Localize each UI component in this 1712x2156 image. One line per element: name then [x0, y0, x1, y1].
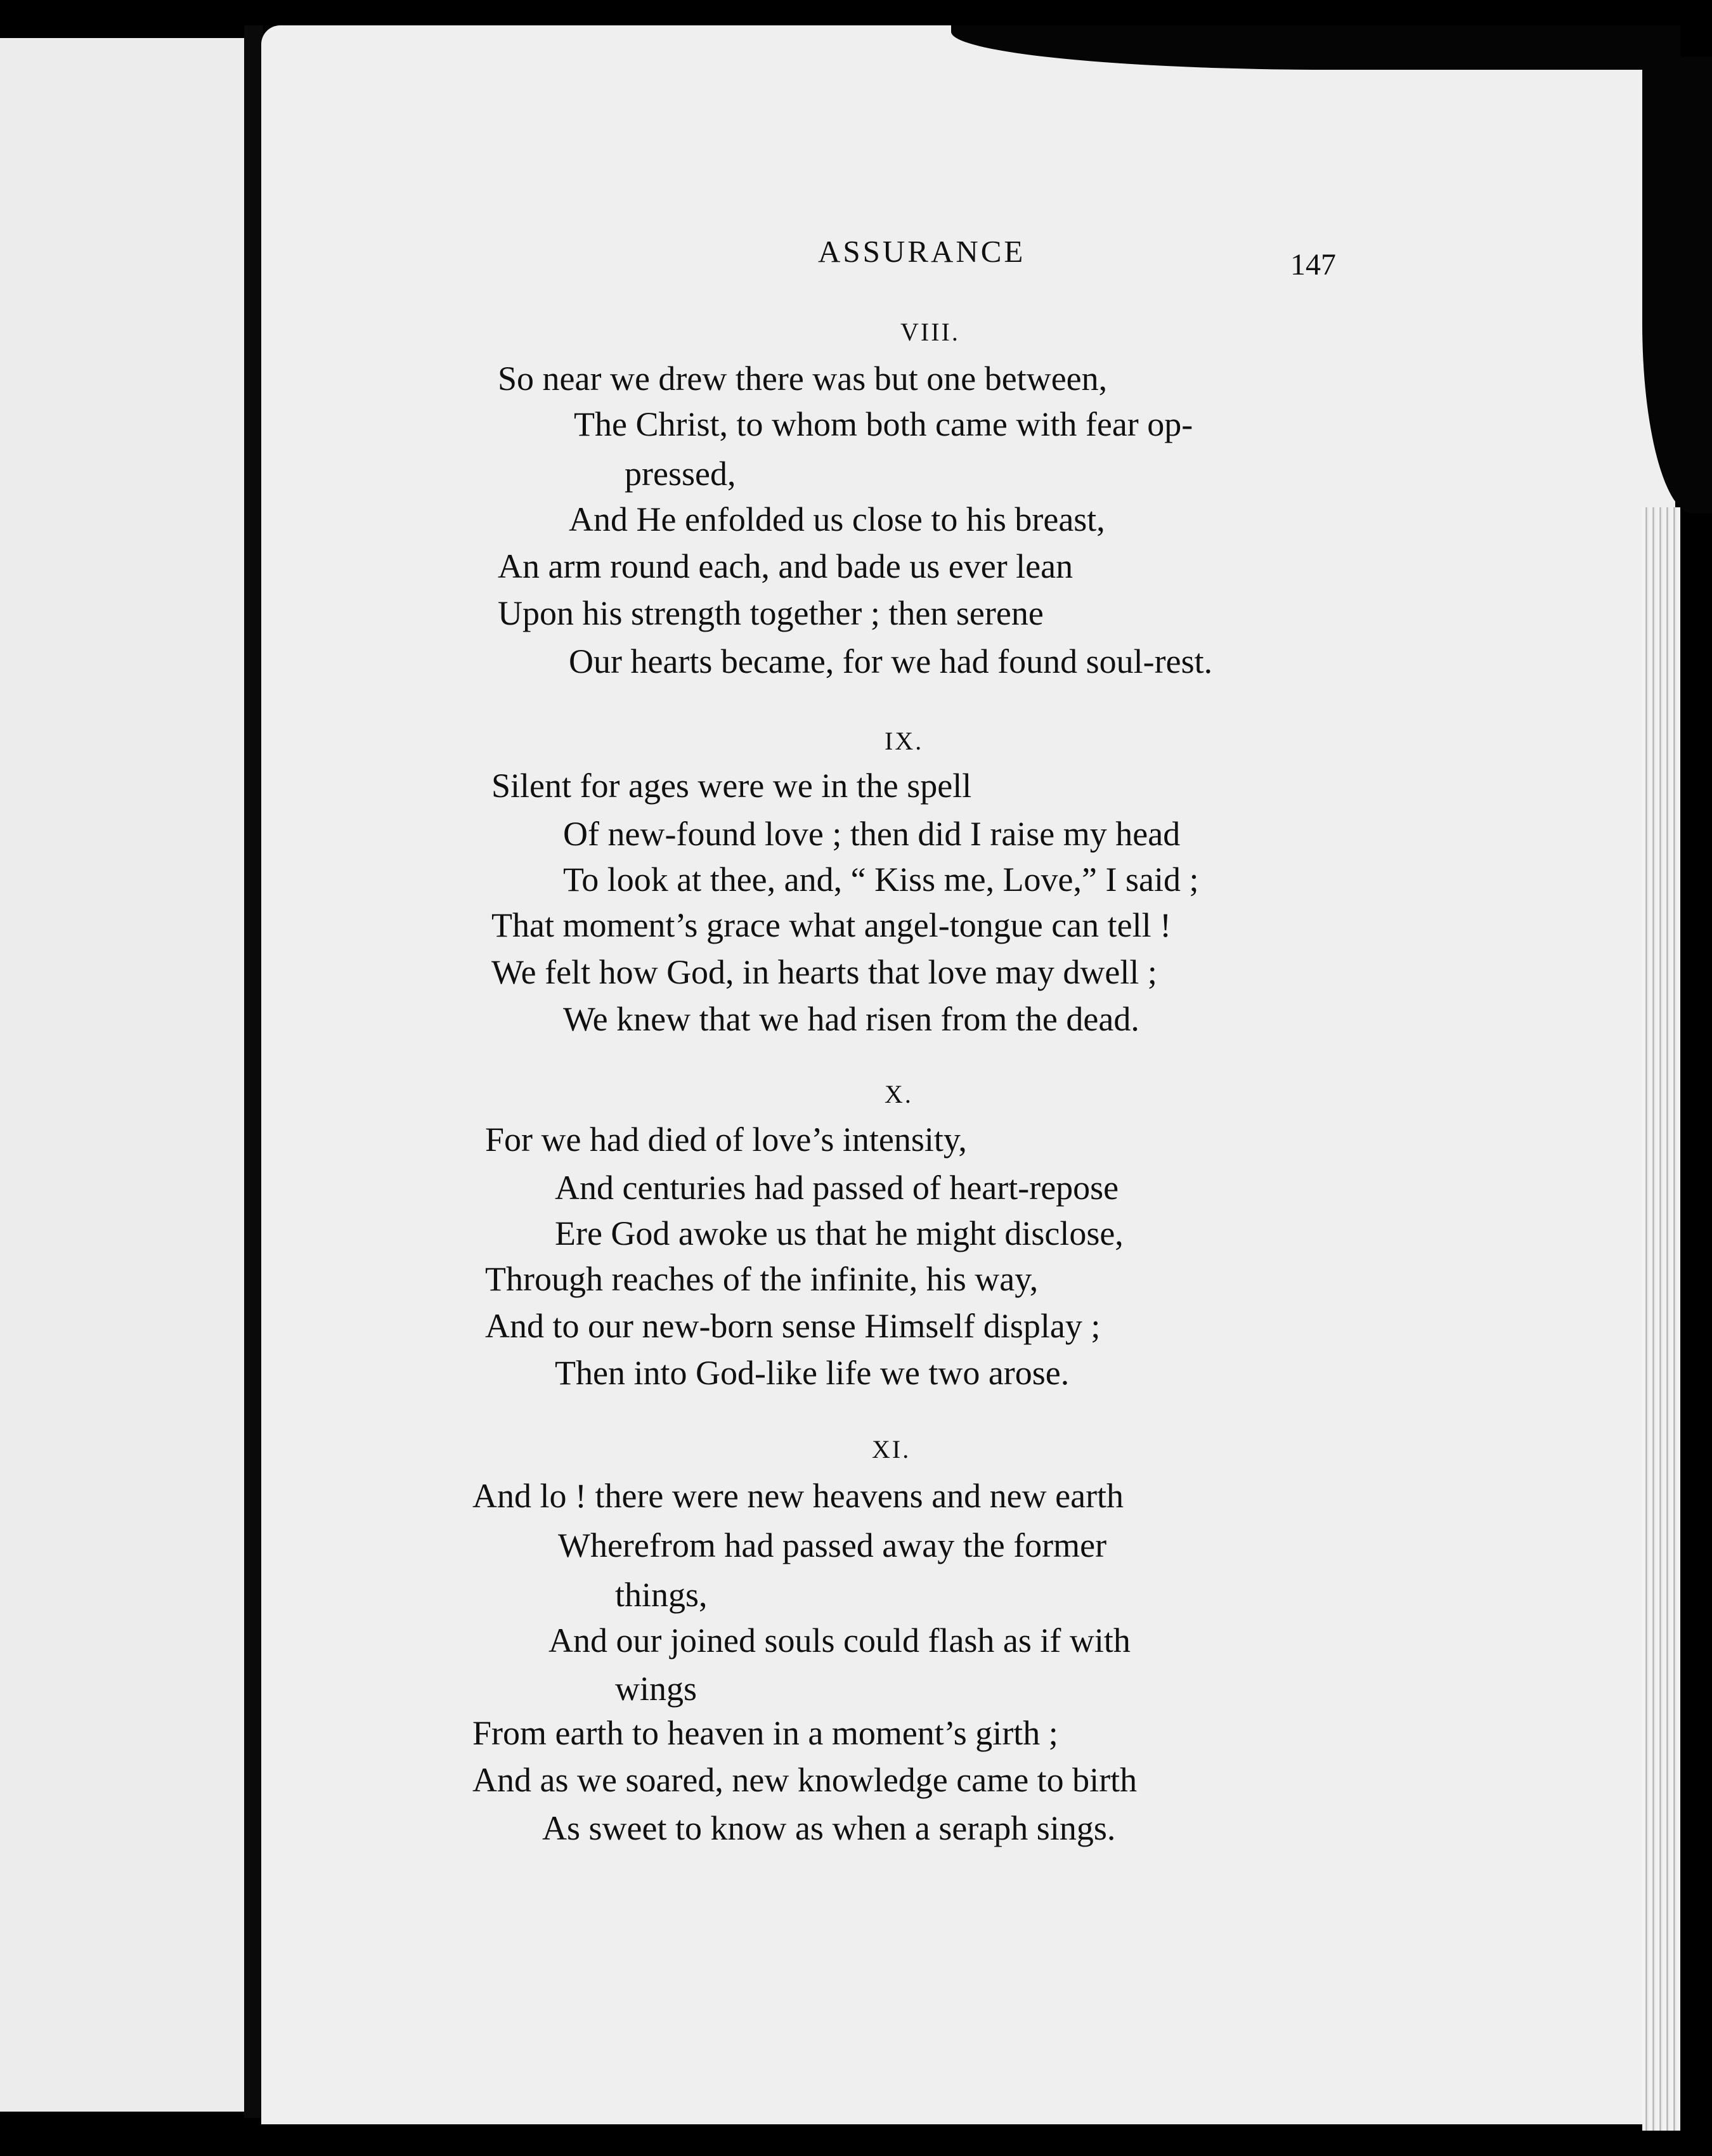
poem-line: For we had died of love’s intensity,	[485, 1120, 967, 1159]
page-edges	[1642, 507, 1680, 2131]
poem-line: And lo ! there were new heavens and new earth	[472, 1477, 1124, 1515]
poem-line: From earth to heaven in a moment’s girth ;	[472, 1714, 1058, 1752]
poem-line: Our hearts became, for we had found soul-rest.	[569, 642, 1213, 680]
poem-line: Ere God awoke us that he might disclose,	[555, 1214, 1124, 1252]
poem-line: That moment’s grace what angel-tongue can tell !	[491, 906, 1172, 944]
poem-line: wings	[615, 1670, 697, 1708]
poem-line: Upon his strength together ; then serene	[498, 594, 1044, 632]
poem-line: We felt how God, in hearts that love may dwell ;	[491, 953, 1157, 991]
poem-line: And He enfolded us close to his breast,	[569, 500, 1105, 538]
poem-line: To look at thee, and, “ Kiss me, Love,” I said ;	[563, 860, 1199, 899]
left-page	[0, 38, 244, 2112]
poem-line: Of new-found love ; then did I raise my head	[563, 815, 1181, 853]
poem-line: And as we soared, new knowledge came to birth	[472, 1761, 1138, 1799]
stanza-numeral: X.	[885, 1080, 913, 1108]
poem-line: And to our new-born sense Himself display ;	[485, 1307, 1101, 1345]
book-gutter	[244, 25, 263, 2118]
poem-line: Through reaches of the infinite, his way,	[485, 1260, 1039, 1298]
poem-line: Wherefrom had passed away the former	[558, 1526, 1107, 1564]
poem-line: pressed,	[625, 455, 736, 493]
poem-line: Then into God-like life we two arose.	[555, 1354, 1070, 1392]
poem-line: Silent for ages were we in the spell	[491, 767, 972, 805]
poem-line: So near we drew there was but one between,	[498, 360, 1108, 398]
stanza-numeral: XI.	[872, 1435, 911, 1464]
poem-line: We knew that we had risen from the dead.	[563, 1000, 1139, 1038]
stanza-numeral: IX.	[885, 727, 924, 755]
stanza-numeral: VIII.	[900, 318, 960, 346]
poem-line: things,	[615, 1576, 708, 1614]
running-title: ASSURANCE	[818, 234, 1026, 269]
poem-line: An arm round each, and bade us ever lean	[498, 547, 1073, 585]
poem-line: And our joined souls could flash as if with	[548, 1621, 1131, 1659]
poem-line: The Christ, to whom both came with fear op-	[574, 405, 1193, 443]
poem-line: As sweet to know as when a seraph sings.	[542, 1809, 1116, 1847]
page-number: 147	[1290, 248, 1336, 282]
poem-line: And centuries had passed of heart-repose	[555, 1169, 1119, 1207]
